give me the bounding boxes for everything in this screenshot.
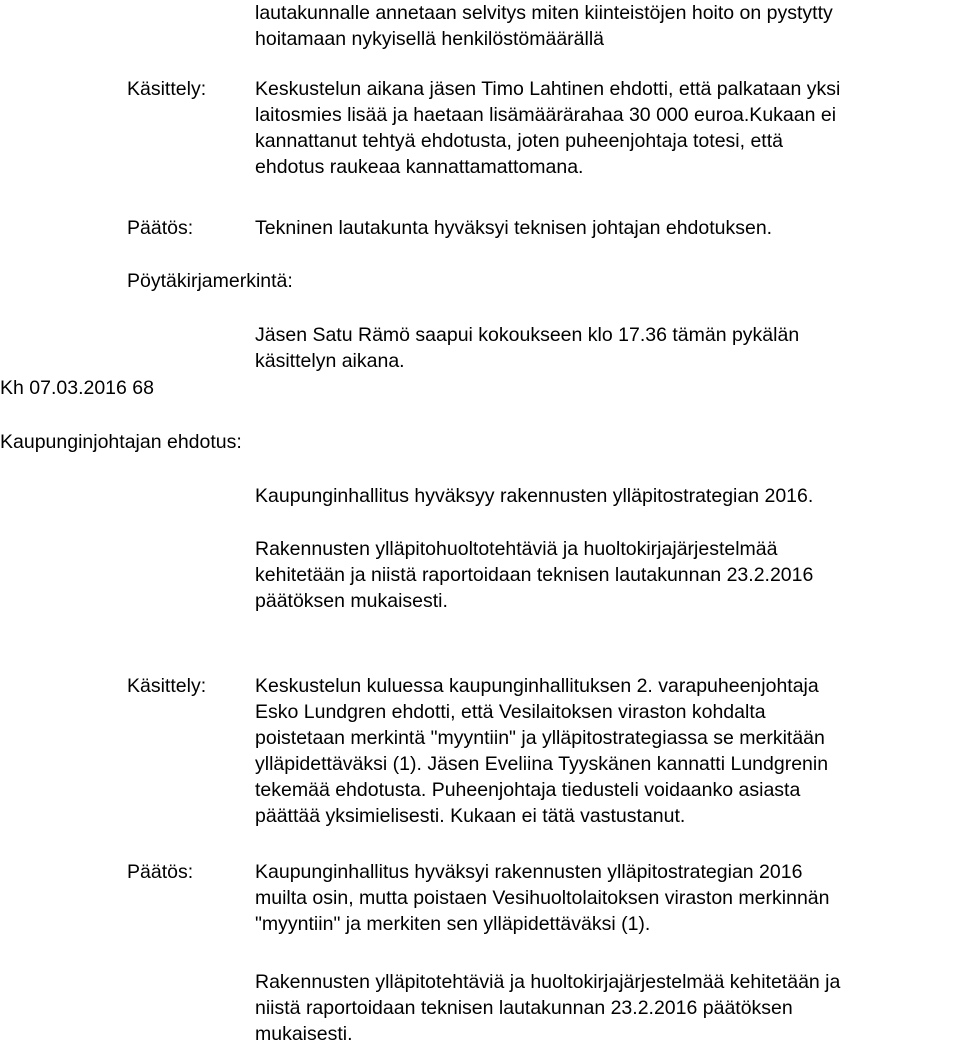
paatos-label: Päätös: (127, 217, 194, 239)
text-line: kehitetään ja niistä raportoidaan teknisen lautakunnan 23.2.2016 (255, 564, 814, 586)
kasittely-label: Käsittely: (127, 78, 207, 100)
text-line: Jäsen Satu Rämö saapui kokoukseen klo 17.36 tämän pykälän (255, 324, 800, 346)
text-line: muilta osin, mutta poistaen Vesihuoltolaitoksen viraston merkinnän (255, 887, 830, 909)
text-line: lautakunnalle annetaan selvitys miten kiinteistöjen hoito on pystytty (255, 2, 833, 24)
text-line: Tekninen lautakunta hyväksyi teknisen johtajan ehdotuksen. (255, 217, 773, 239)
ehdotus-paragraph-1 (255, 483, 813, 509)
text-line: päätöksen mukaisesti. (255, 590, 448, 612)
text-line: Keskustelun aikana jäsen Timo Lahtinen ehdotti, että palkataan yksi (255, 78, 841, 100)
kasittely-label: Käsittely: (127, 675, 207, 697)
text-line: Kaupunginhallitus hyväksyy rakennusten ylläpitostrategian 2016. (255, 485, 814, 507)
ehdotus-paragraph-2 (255, 536, 813, 614)
text-line: ylläpidettäväksi (1). Jäsen Eveliina Tyyskänen kannatti Lundgrenin (255, 753, 829, 775)
text-line: "myyntiin" ja merkiten sen ylläpidettäväksi (1). (255, 913, 651, 935)
text-line: poistetaan merkintä "myyntiin" ja ylläpitostrategiassa se merkitään (255, 727, 825, 749)
text-line: käsittelyn aikana. (255, 350, 405, 372)
text-line: Rakennusten ylläpitohuoltotehtäviä ja huoltokirjajärjestelmää (255, 538, 778, 560)
ehdotus-label: Kaupunginjohtajan ehdotus: (0, 431, 242, 453)
paatos-paragraph (255, 215, 772, 241)
text-line: Kaupunginhallitus hyväksyi rakennusten ylläpitostrategian 2016 (255, 861, 803, 883)
text-line: hoitamaan nykyisellä henkilöstömäärällä (255, 28, 605, 50)
text-line: Keskustelun kuluessa kaupunginhallituksen 2. varapuheenjohtaja (255, 675, 819, 697)
text-line: Rakennusten ylläpitotehtäviä ja huoltokirjajärjestelmää kehitetään ja (255, 971, 841, 993)
paatos-paragraph-2 (255, 969, 840, 1047)
text-line: kannattanut tehtyä ehdotusta, joten puheenjohtaja totesi, että (255, 130, 783, 152)
text-line: laitosmies lisää ja haetaan lisämäärärahaa 30 000 euroa.Kukaan ei (255, 104, 837, 126)
kasittely-paragraph (255, 673, 828, 829)
intro-paragraph (255, 0, 833, 52)
paatos-paragraph-1 (255, 859, 829, 937)
poytakirjamerkinta-label: Pöytäkirjamerkintä: (127, 270, 293, 292)
text-line: niistä raportoidaan teknisen lautakunnan 23.2.2016 päätöksen (255, 997, 793, 1019)
text-line: ehdotus raukeaa kannattamattomana. (255, 156, 584, 178)
paatos-label: Päätös: (127, 861, 194, 883)
text-line: päättää yksimielisesti. Kukaan ei tätä vastustanut. (255, 805, 686, 827)
kasittely-paragraph (255, 76, 840, 180)
text-line: mukaisesti. (255, 1023, 353, 1045)
text-line: tekemää ehdotusta. Puheenjohtaja tiedusteli voidaanko asiasta (255, 779, 801, 801)
text-line: Esko Lundgren ehdotti, että Vesilaitoksen viraston kohdalta (255, 701, 766, 723)
poytakirjamerkinta-paragraph (255, 322, 799, 374)
kh-meeting-heading: Kh 07.03.2016 68 (0, 377, 154, 399)
